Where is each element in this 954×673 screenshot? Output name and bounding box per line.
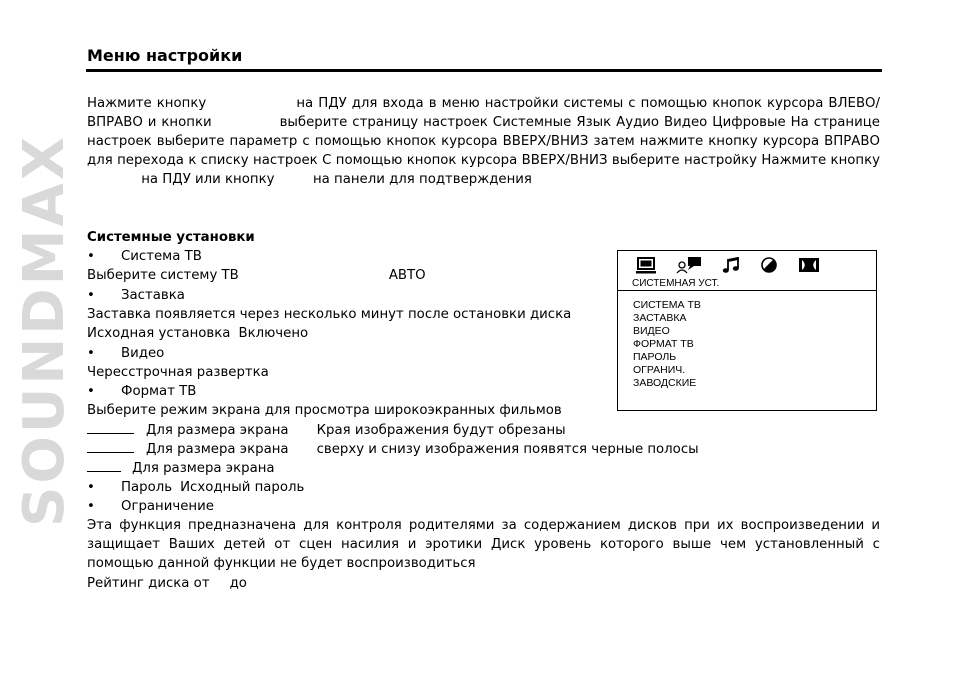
osd-menu-item: ОГРАНИЧ. <box>633 364 686 376</box>
intro-paragraph <box>87 94 880 189</box>
screensaver-default-label: Исходная установка <box>87 326 231 341</box>
speech-person-icon <box>676 256 702 274</box>
intro-text-2: на ПДУ для входа в меню настройки системы с помощью кнопок курсора ВЛЕВО/ВПРАВО и кнопки <box>87 96 881 131</box>
format-option-1 <box>87 421 566 440</box>
osd-icon-bar <box>636 256 820 276</box>
blank-line <box>87 440 134 453</box>
dolby-icon <box>798 256 820 274</box>
format-label: Формат ТВ <box>121 384 197 399</box>
intro-text-3: выберите страницу настроек Системные Язык Аудио Видео Цифровые На странице настроек выберите параметр с помощью кнопок курсора ВВЕРХ/ВНИЗ затем нажмите кнопку курсора ВПРАВО для перехода к списку настроек С помощью кнопок курсора ВВЕРХ/ВНИЗ выберите настройку Нажмите кнопку <box>87 115 880 169</box>
osd-menu-item: ПАРОЛЬ <box>633 351 677 363</box>
osd-menu-list <box>633 299 701 390</box>
bullet-item-parental <box>87 497 214 516</box>
osd-menu-item: ЗАСТАВКА <box>633 312 687 324</box>
bullet-icon: • <box>87 480 95 495</box>
bullet-icon: • <box>87 249 95 264</box>
blank-line <box>87 421 134 434</box>
osd-menu-illustration <box>617 250 877 411</box>
rating-row <box>87 574 247 593</box>
bullet-item-screensaver <box>87 286 185 305</box>
osd-menu-item: ФОРМАТ ТВ <box>633 338 694 350</box>
page-title: Меню настройки <box>87 46 243 65</box>
video-label: Видео <box>121 346 165 361</box>
osd-tab-label: СИСТЕМНАЯ УСТ. <box>632 278 720 289</box>
rating-text-to: до <box>229 576 247 591</box>
password-text: Исходный пароль <box>180 480 305 495</box>
bullet-item-password <box>87 478 304 497</box>
parental-text: Эта функция предназначена для контроля родителями за содержанием дисков при их воспроизведении и защищает Ваших детей от сцен насилия и эротики Диск уровень которого выше чем установленный с помощью данной функции не будет воспроизводиться <box>87 518 880 571</box>
tv-system-value: АВТО <box>388 268 426 283</box>
music-note-icon <box>722 256 740 274</box>
osd-divider <box>618 290 876 291</box>
bullet-icon: • <box>87 499 95 514</box>
intro-text-1: Нажмите кнопку <box>87 96 207 111</box>
tv-system-text: Выберите систему ТВ <box>87 268 239 283</box>
intro-text-5: на панели для подтверждения <box>312 172 532 188</box>
section-heading: Системные установки <box>87 230 255 245</box>
format-option-2 <box>87 440 699 459</box>
bullet-item-format <box>87 382 196 401</box>
tv-system-row <box>87 266 426 285</box>
format-option-2-desc: сверху и снизу изображения появятся черные полосы <box>316 442 699 457</box>
osd-menu-item: ВИДЕО <box>633 325 670 337</box>
osd-menu-item: ЗАВОДСКИЕ <box>633 377 697 389</box>
format-option-3 <box>87 459 275 478</box>
format-text: Выберите режим экрана для просмотра широкоэкранных фильмов <box>87 403 562 418</box>
title-divider <box>86 69 882 72</box>
bullet-icon: • <box>87 346 95 361</box>
password-label: Пароль <box>121 480 173 495</box>
monitor-icon <box>636 256 656 274</box>
format-option-2-label: Для размера экрана <box>146 442 289 457</box>
screensaver-default-row <box>87 324 308 343</box>
format-option-1-label: Для размера экрана <box>146 423 289 438</box>
bullet-icon: • <box>87 288 95 303</box>
brand-logo-text: SOUNDMAX <box>11 133 77 527</box>
contrast-circle-icon <box>760 256 778 274</box>
bullet-item-tv-system <box>87 247 202 266</box>
intro-text-4: на ПДУ или кнопку <box>141 172 275 188</box>
screensaver-label: Заставка <box>121 288 185 303</box>
parental-label: Ограничение <box>121 499 214 514</box>
blank-line <box>87 459 121 472</box>
bullet-icon: • <box>87 384 95 399</box>
video-text: Чересстрочная развертка <box>87 365 269 380</box>
rating-text-from: Рейтинг диска от <box>87 576 210 591</box>
bullet-item-video <box>87 344 164 363</box>
screensaver-default-value: Включено <box>238 326 309 341</box>
tv-system-label: Система ТВ <box>121 249 202 264</box>
screensaver-text: Заставка появляется через несколько минут после остановки диска <box>87 307 572 322</box>
osd-menu-item: СИСТЕМА ТВ <box>633 299 701 311</box>
brand-watermark <box>11 55 77 605</box>
format-option-3-label: Для размера экрана <box>132 461 275 476</box>
format-option-1-desc: Края изображения будут обрезаны <box>316 423 566 438</box>
